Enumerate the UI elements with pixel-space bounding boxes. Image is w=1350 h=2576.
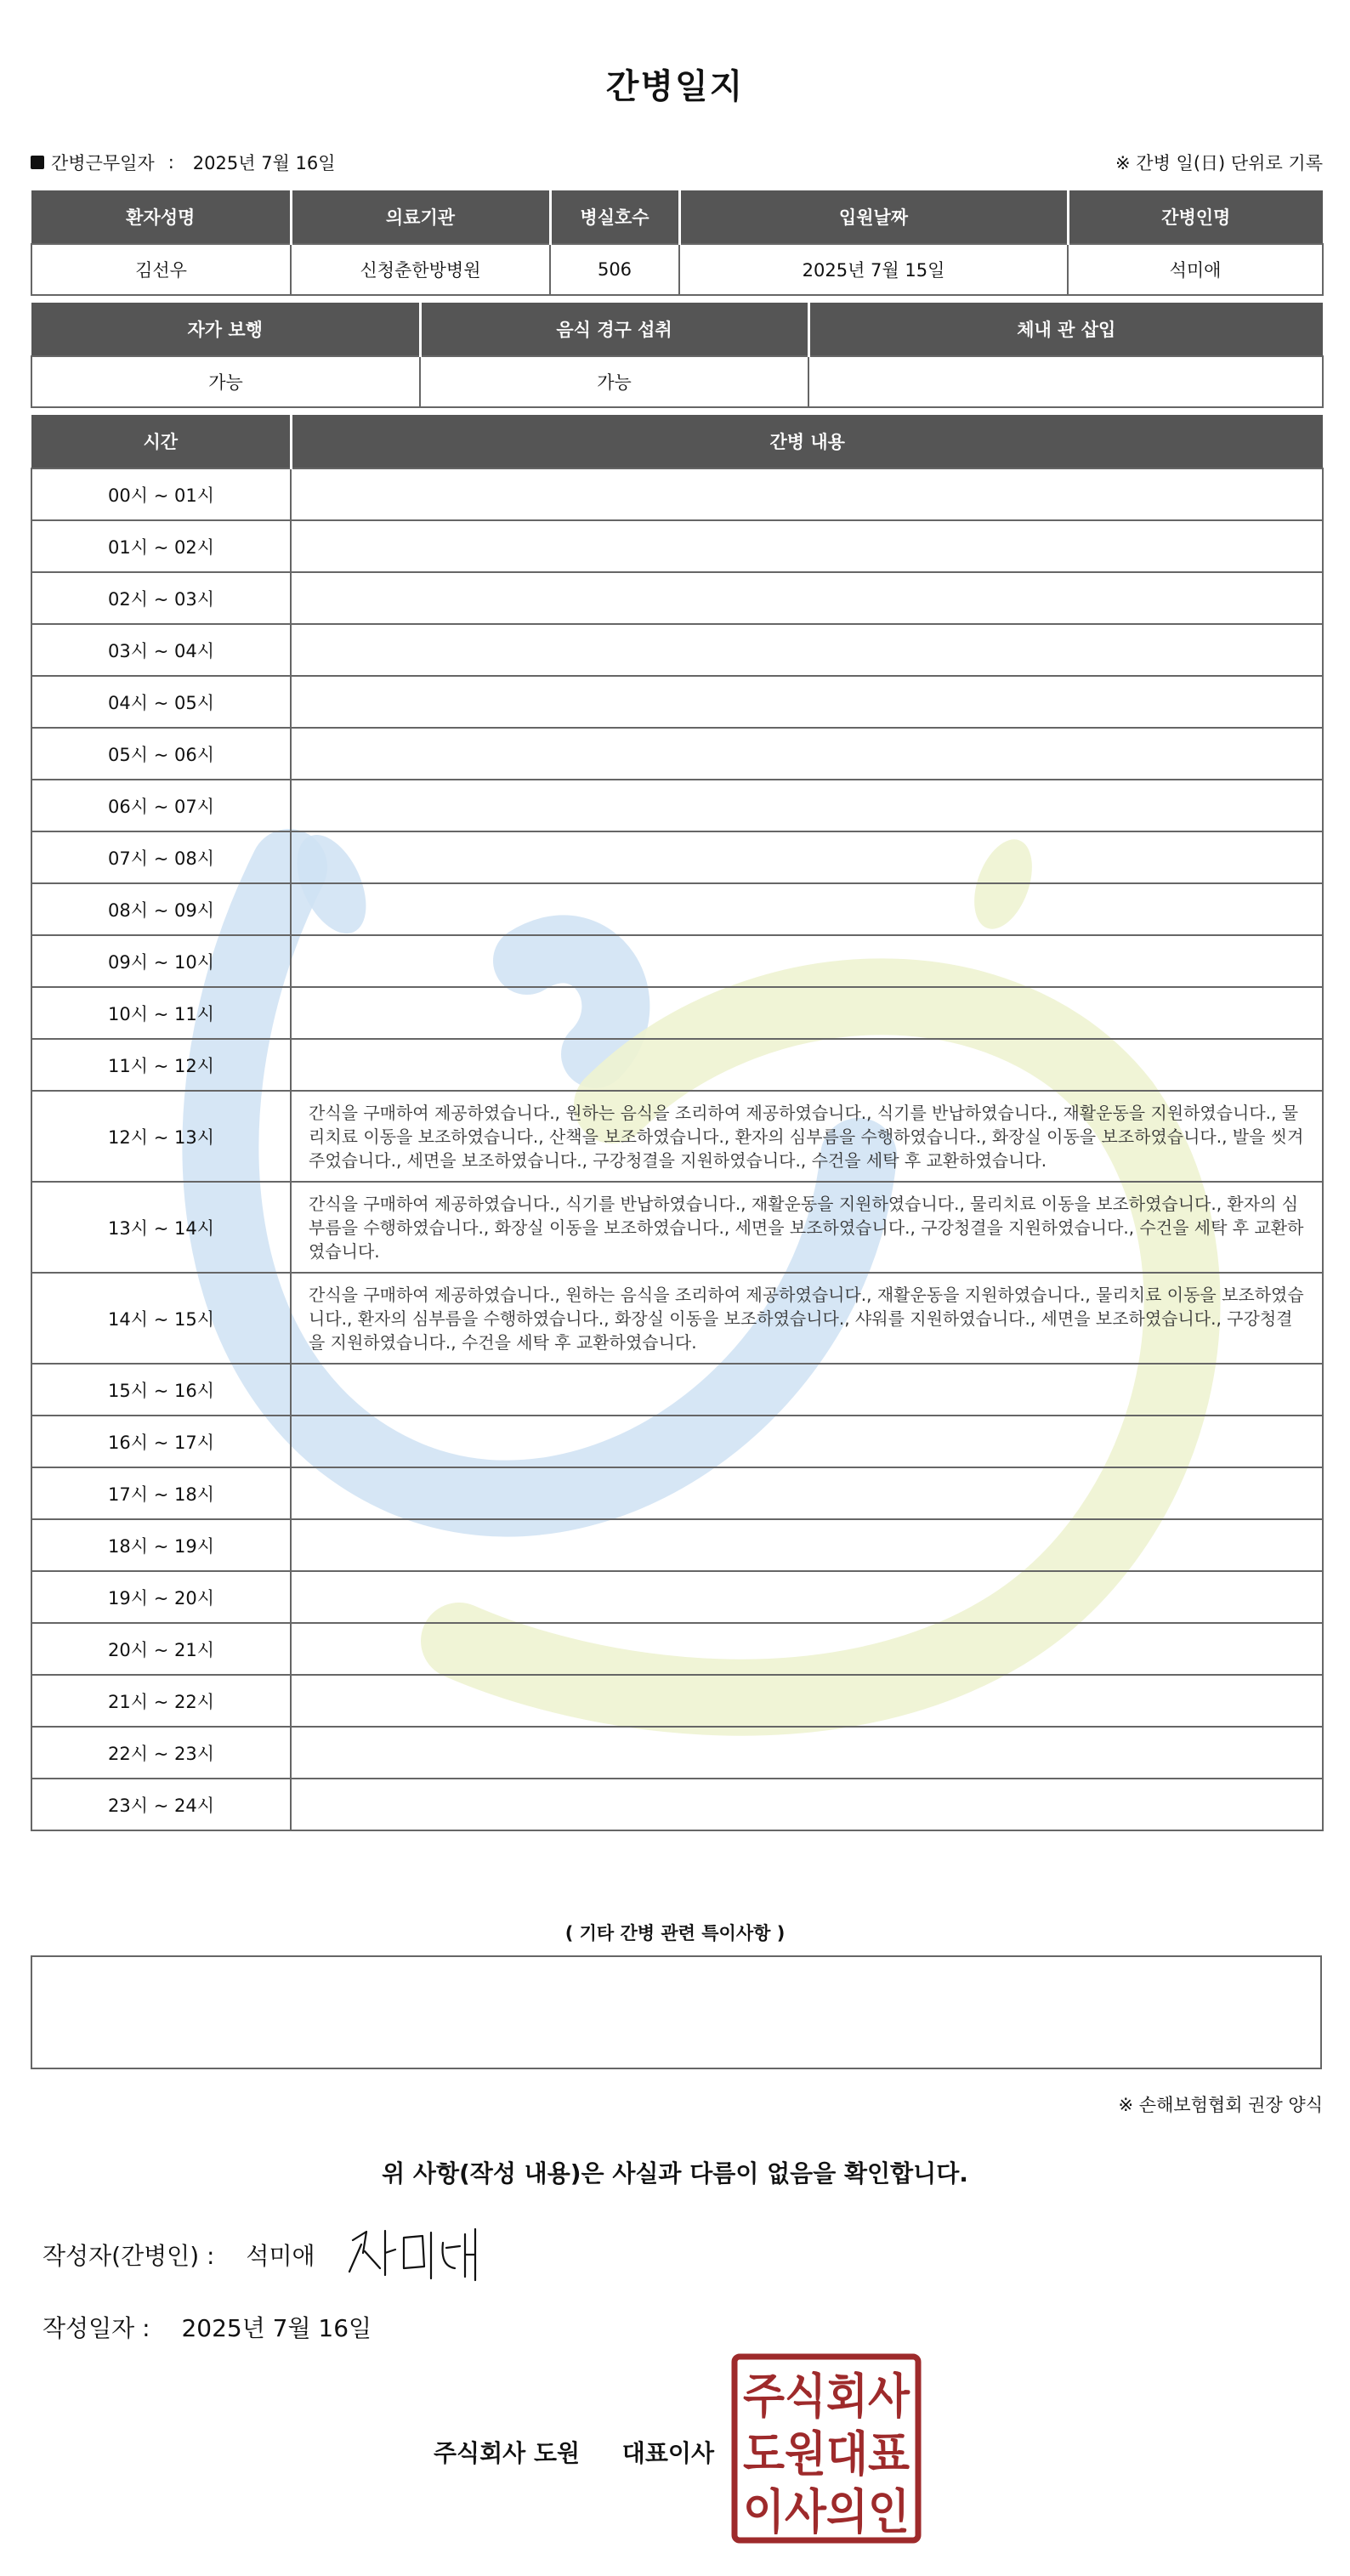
- oral-intake-value: 가능: [420, 356, 808, 407]
- time-cell: 22시 ~ 23시: [31, 1727, 291, 1779]
- time-cell: 21시 ~ 22시: [31, 1675, 291, 1727]
- tube-insertion-value: [808, 356, 1323, 407]
- other-notes-label: ( 기타 간병 관련 특이사항 ): [564, 1923, 786, 1943]
- care-content-cell: [291, 468, 1323, 520]
- other-notes-box: [31, 1955, 1322, 2069]
- time-cell: 13시 ~ 14시: [31, 1182, 291, 1273]
- table-row: [31, 676, 1323, 728]
- table-row: [31, 728, 1323, 780]
- work-date-row: [31, 150, 336, 175]
- care-content-cell: [291, 883, 1323, 935]
- time-cell: 01시 ~ 02시: [31, 520, 291, 572]
- table-row: [31, 1091, 1323, 1182]
- care-content-cell: [291, 1039, 1323, 1091]
- confirm-statement: 위 사항(작성 내용)은 사실과 다름이 없음을 확인합니다.: [382, 2159, 968, 2187]
- table-row: [31, 883, 1323, 935]
- time-cell: 08시 ~ 09시: [31, 883, 291, 935]
- written-date-row: [43, 2310, 372, 2344]
- header-time: 시간: [31, 415, 291, 468]
- care-content-cell: [291, 1623, 1323, 1675]
- table-row: [31, 831, 1323, 883]
- seal-text-line: 이사의인: [743, 2485, 910, 2540]
- time-cell: 17시 ~ 18시: [31, 1467, 291, 1519]
- handwritten-signature-icon: [336, 2219, 506, 2295]
- care-content-cell: [291, 728, 1323, 780]
- time-cell: 07시 ~ 08시: [31, 831, 291, 883]
- care-content-cell: [291, 1519, 1323, 1571]
- header-oral-intake: 음식 경구 섭취: [420, 303, 808, 356]
- care-content-cell: [291, 1571, 1323, 1623]
- company-seal-icon: [731, 2353, 922, 2544]
- self-walking-value: 가능: [31, 356, 420, 407]
- care-content-cell: [291, 1779, 1323, 1830]
- hospital-name: 신청춘한방병원: [291, 244, 550, 295]
- header-hospital: 의료기관: [291, 190, 550, 244]
- header-tube-insertion: 체내 관 삽입: [808, 303, 1323, 356]
- work-date-value: 2025년 7월 16일: [192, 153, 336, 173]
- time-cell: 09시 ~ 10시: [31, 935, 291, 987]
- company-name: 주식회사 도원: [434, 2439, 581, 2467]
- room-number: 506: [550, 244, 679, 295]
- seal-text-line: 도원대표: [743, 2427, 910, 2482]
- colon: :: [167, 152, 174, 173]
- recommend-note: ※ 손해보험협회 권장 양식: [1118, 2095, 1323, 2115]
- time-cell: 20시 ~ 21시: [31, 1623, 291, 1675]
- care-content-cell: [291, 572, 1323, 624]
- writer-label: 작성자(간병인) :: [43, 2242, 215, 2270]
- care-content-cell: [291, 780, 1323, 831]
- table-row: [31, 1039, 1323, 1091]
- table-row: [31, 520, 1323, 572]
- header-room-number: 병실호수: [550, 190, 679, 244]
- table-row: [31, 1364, 1323, 1416]
- header-care-content: 간병 내용: [291, 415, 1323, 468]
- time-cell: 23시 ~ 24시: [31, 1779, 291, 1830]
- header-caregiver-name: 간병인명: [1068, 190, 1323, 244]
- time-cell: 03시 ~ 04시: [31, 624, 291, 676]
- unit-note: ※ 간병 일(日) 단위로 기록: [1115, 153, 1323, 173]
- care-content-cell: [291, 1467, 1323, 1519]
- time-cell: 15시 ~ 16시: [31, 1364, 291, 1416]
- time-cell: 00시 ~ 01시: [31, 468, 291, 520]
- ability-table: [31, 303, 1324, 408]
- time-cell: 18시 ~ 19시: [31, 1519, 291, 1571]
- table-row: [31, 1623, 1323, 1675]
- time-cell: 02시 ~ 03시: [31, 572, 291, 624]
- care-content-cell: [291, 624, 1323, 676]
- writer-name: 석미애: [246, 2242, 315, 2270]
- header-patient-name: 환자성명: [31, 190, 291, 244]
- time-cell: 11시 ~ 12시: [31, 1039, 291, 1091]
- table-row: [31, 1273, 1323, 1364]
- page-title: 간병일지: [605, 67, 745, 106]
- admission-date: 2025년 7월 15일: [679, 244, 1068, 295]
- care-content-cell: [291, 1675, 1323, 1727]
- caregiver-name: 석미애: [1068, 244, 1323, 295]
- care-content-cell: [291, 1364, 1323, 1416]
- written-date-value: 2025년 7월 16일: [181, 2314, 372, 2342]
- table-row: [31, 1519, 1323, 1571]
- time-cell: 06시 ~ 07시: [31, 780, 291, 831]
- table-row: [31, 935, 1323, 987]
- time-cell: 10시 ~ 11시: [31, 987, 291, 1039]
- care-content-cell: [291, 935, 1323, 987]
- care-content-cell: [291, 520, 1323, 572]
- care-content-cell: 간식을 구매하여 제공하였습니다., 식기를 반납하였습니다., 재활운동을 지원하였습니다., 물리치료 이동을 보조하였습니다., 환자의 심부름을 수행하였습니다., 화장실 이동을 보조하였습니다., 세면을 보조하였습니다., 구강청결을 지원하였습니다., 수건을 세탁 후 교환하였습니다.: [291, 1182, 1323, 1273]
- time-cell: 05시 ~ 06시: [31, 728, 291, 780]
- care-content-cell: 간식을 구매하여 제공하였습니다., 원하는 음식을 조리하여 제공하였습니다., 식기를 반납하였습니다., 재활운동을 지원하였습니다., 물리치료 이동을 보조하였습니다., 산책을 보조하였습니다., 환자의 심부름을 수행하였습니다., 화장실 이동을 보조하였습니다., 발을 씻겨주었습니다., 세면을 보조하였습니다., 구강청결을 지원하였습니다., 수건을 세탁 후 교환하였습니다.: [291, 1091, 1323, 1182]
- header-admission-date: 입원날짜: [679, 190, 1068, 244]
- care-log-rows: [31, 468, 1323, 1830]
- table-row: [31, 468, 1323, 520]
- patient-name: 김선우: [31, 244, 291, 295]
- table-row: [31, 1182, 1323, 1273]
- time-cell: 14시 ~ 15시: [31, 1273, 291, 1364]
- written-date-label: 작성일자 :: [43, 2314, 150, 2342]
- time-cell: 16시 ~ 17시: [31, 1416, 291, 1467]
- care-content-cell: [291, 831, 1323, 883]
- work-date-label: 간병근무일자: [51, 153, 155, 173]
- care-content-cell: [291, 1727, 1323, 1779]
- table-row: [31, 987, 1323, 1039]
- time-cell: 12시 ~ 13시: [31, 1091, 291, 1182]
- table-row: [31, 1416, 1323, 1467]
- ceo-title: 대표이사: [621, 2439, 714, 2467]
- square-bullet-icon: [31, 156, 44, 169]
- table-row: [31, 1727, 1323, 1779]
- company-row: [434, 2435, 714, 2469]
- care-log-table: [31, 415, 1324, 1831]
- time-cell: 19시 ~ 20시: [31, 1571, 291, 1623]
- time-cell: 04시 ~ 05시: [31, 676, 291, 728]
- table-row: [31, 1467, 1323, 1519]
- writer-row: [43, 2238, 315, 2272]
- table-row: [31, 1779, 1323, 1830]
- table-row: [31, 572, 1323, 624]
- table-row: [31, 624, 1323, 676]
- table-row: [31, 780, 1323, 831]
- seal-text-line: 주식회사: [743, 2369, 910, 2425]
- care-content-cell: [291, 1416, 1323, 1467]
- header-self-walking: 자가 보행: [31, 303, 420, 356]
- table-row: [31, 1675, 1323, 1727]
- care-content-cell: [291, 987, 1323, 1039]
- table-row: [31, 1571, 1323, 1623]
- care-content-cell: [291, 676, 1323, 728]
- patient-info-table: [31, 190, 1324, 296]
- care-content-cell: 간식을 구매하여 제공하였습니다., 원하는 음식을 조리하여 제공하였습니다., 재활운동을 지원하였습니다., 물리치료 이동을 보조하였습니다., 환자의 심부름을 수행하였습니다., 화장실 이동을 보조하였습니다., 샤워를 지원하였습니다., 세면을 보조하였습니다., 구강청결을 지원하였습니다., 수건을 세탁 후 교환하였습니다.: [291, 1273, 1323, 1364]
